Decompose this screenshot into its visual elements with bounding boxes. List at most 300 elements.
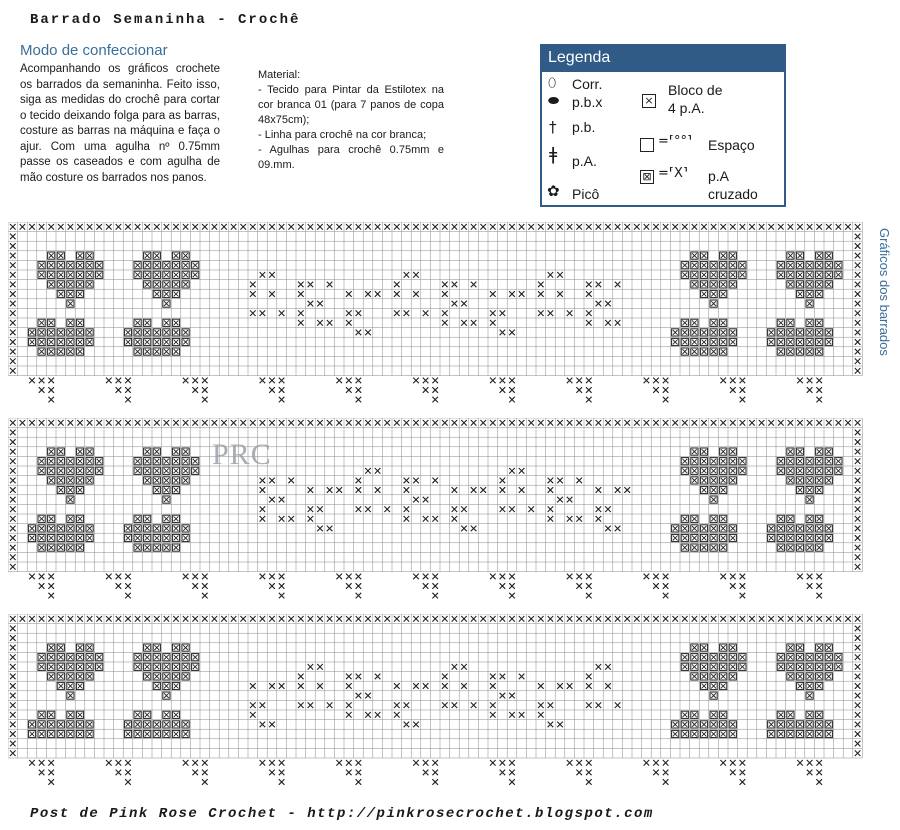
stitch-block [787, 252, 794, 259]
stitch-x [634, 224, 640, 230]
stitch-block [796, 654, 803, 661]
stitch-x [279, 420, 285, 426]
stitch-x [596, 506, 602, 512]
stitch-x [519, 616, 525, 622]
stitch-x [202, 593, 208, 599]
stitch-x [519, 420, 525, 426]
stitch-block [182, 525, 189, 532]
stitch-block [192, 654, 199, 661]
stitch-x [826, 616, 832, 622]
stitch-x [269, 420, 275, 426]
stitch-x [586, 683, 592, 689]
stitch-x [231, 224, 237, 230]
stitch-x [116, 616, 122, 622]
stitch-x [548, 310, 554, 316]
stitch-x [365, 468, 371, 474]
stitch-block [144, 730, 151, 737]
stitch-block [57, 544, 64, 551]
stitch-x [346, 310, 352, 316]
stitch-x [39, 387, 45, 393]
stitch-block [681, 515, 688, 522]
stitch-block [182, 448, 189, 455]
stitch-block [720, 262, 727, 269]
stitch-block [48, 654, 55, 661]
stitch-x [48, 770, 54, 776]
stitch-block [96, 663, 103, 670]
stitch-block [710, 486, 717, 493]
stitch-x [298, 310, 304, 316]
stitch-x [260, 487, 266, 493]
stitch-block [144, 329, 151, 336]
material-line: - Linha para crochê na cor branca; [258, 129, 427, 141]
stitch-x [452, 516, 458, 522]
stitch-x [519, 468, 525, 474]
stitch-block [691, 711, 698, 718]
stitch-x [39, 378, 45, 384]
stitch-block [86, 271, 93, 278]
stitch-x [240, 616, 246, 622]
stitch-x [778, 616, 784, 622]
stitch-x [29, 616, 35, 622]
stitch-x [356, 378, 362, 384]
stitch-x [509, 574, 515, 580]
stitch-x [250, 712, 256, 718]
stitch-x [375, 420, 381, 426]
page-title: Barrado Semaninha - Crochê [30, 12, 301, 28]
stitch-x [298, 320, 304, 326]
stitch-block [163, 515, 170, 522]
stitch-x [432, 779, 438, 785]
stitch-block [144, 262, 151, 269]
stitch-x [317, 301, 323, 307]
stitch-x [567, 616, 573, 622]
stitch-x [20, 224, 26, 230]
stitch-block [777, 654, 784, 661]
stitch-x [855, 468, 861, 474]
stitch-x [250, 282, 256, 288]
stitch-x [576, 478, 582, 484]
stitch-x [490, 616, 496, 622]
stitch-x [740, 760, 746, 766]
stitch-x [404, 310, 410, 316]
stitch-x [490, 674, 496, 680]
stitch-x [855, 358, 861, 364]
stitch-x [39, 760, 45, 766]
stitch-x [548, 516, 554, 522]
stitch-x [260, 506, 266, 512]
stitch-x [106, 420, 112, 426]
stitch-block [38, 730, 45, 737]
stitch-x [615, 702, 621, 708]
stitch-x [202, 616, 208, 622]
stitch-block [172, 486, 179, 493]
stitch-block [153, 663, 160, 670]
stitch-block [57, 682, 64, 689]
stitch-block [144, 534, 151, 541]
stitch-block [806, 496, 813, 503]
stitch-block [796, 329, 803, 336]
stitch-block [76, 262, 83, 269]
stitch-x [855, 368, 861, 374]
stitch-x [87, 420, 93, 426]
stitch-x [624, 616, 630, 622]
stitch-x [423, 583, 429, 589]
stitch-x [116, 420, 122, 426]
stitch-x [452, 301, 458, 307]
stitch-block [153, 654, 160, 661]
stitch-x [240, 420, 246, 426]
stitch-block [787, 644, 794, 651]
stitch-block [153, 682, 160, 689]
stitch-x [68, 420, 74, 426]
stitch-block [48, 477, 55, 484]
stitch-block [710, 290, 717, 297]
stitch-block [720, 348, 727, 355]
stitch-block [86, 467, 93, 474]
stitch-block [163, 673, 170, 680]
stitch-x [423, 420, 429, 426]
stitch-x [356, 420, 362, 426]
stitch-block [67, 477, 74, 484]
stitch-x [509, 378, 515, 384]
stitch-block [825, 525, 832, 532]
stitch-block [739, 271, 746, 278]
stitch-block [28, 730, 35, 737]
stitch-block [76, 544, 83, 551]
stitch-block [48, 448, 55, 455]
stitch-block [38, 654, 45, 661]
stitch-x [519, 224, 525, 230]
stitch-x [720, 420, 726, 426]
stitch-x [548, 722, 554, 728]
stitch-x [730, 387, 736, 393]
stitch-x [183, 378, 189, 384]
stitch-block [796, 477, 803, 484]
stitch-x [567, 378, 573, 384]
stitch-x [576, 378, 582, 384]
stitch-x [48, 397, 54, 403]
stitch-x [730, 378, 736, 384]
stitch-block [710, 467, 717, 474]
stitch-x [346, 683, 352, 689]
stitch-block [796, 544, 803, 551]
stitch-block [134, 262, 141, 269]
stitch-block [835, 271, 842, 278]
stitch-block [76, 338, 83, 345]
stitch-x [586, 702, 592, 708]
stitch-block [67, 654, 74, 661]
stitch-block [153, 644, 160, 651]
stitch-x [816, 779, 822, 785]
stitch-x [855, 272, 861, 278]
stitch-block [700, 281, 707, 288]
stitch-block [777, 458, 784, 465]
stitch-block [835, 262, 842, 269]
stitch-block [67, 663, 74, 670]
stitch-block [787, 534, 794, 541]
stitch-x [663, 779, 669, 785]
stitch-x [855, 693, 861, 699]
stitch-block [681, 271, 688, 278]
stitch-x [279, 616, 285, 622]
stitch-x [586, 574, 592, 580]
stitch-x [816, 387, 822, 393]
stitch-block [57, 467, 64, 474]
stitch-x [394, 683, 400, 689]
stitch-x [250, 291, 256, 297]
stitch-block [796, 673, 803, 680]
stitch-block [86, 644, 93, 651]
stitch-block [38, 711, 45, 718]
stitch-block [777, 663, 784, 670]
stitch-block [182, 477, 189, 484]
stitch-x [730, 616, 736, 622]
stitch-x [144, 420, 150, 426]
stitch-x [279, 516, 285, 522]
stitch-block [787, 329, 794, 336]
stitch-x [279, 593, 285, 599]
stitch-x [308, 224, 314, 230]
stitch-x [816, 616, 822, 622]
stitch-x [442, 420, 448, 426]
space-icon [640, 138, 654, 152]
stitch-block [76, 319, 83, 326]
stitch-block [816, 673, 823, 680]
stitch-x [269, 291, 275, 297]
stitch-block [163, 467, 170, 474]
stitch-x [432, 224, 438, 230]
stitch-x [855, 564, 861, 570]
stitch-block [806, 467, 813, 474]
stitch-x [308, 420, 314, 426]
stitch-x [663, 583, 669, 589]
stitch-block [48, 525, 55, 532]
stitch-x [519, 487, 525, 493]
stitch-block [825, 644, 832, 651]
stitch-block [76, 682, 83, 689]
stitch-x [183, 616, 189, 622]
stitch-block [172, 477, 179, 484]
stitch-block [729, 654, 736, 661]
stitch-x [740, 574, 746, 580]
stitch-block [672, 534, 679, 541]
watermark: PRC [212, 438, 272, 471]
stitch-block [672, 525, 679, 532]
stitch-x [576, 760, 582, 766]
stitch-block [144, 348, 151, 355]
stitch-x [605, 224, 611, 230]
stitch-x [327, 282, 333, 288]
stitch-x [816, 378, 822, 384]
stitch-x [855, 339, 861, 345]
stitch-x [404, 516, 410, 522]
stitch-block [816, 262, 823, 269]
stitch-block [163, 458, 170, 465]
stitch-x [356, 506, 362, 512]
stitch-x [586, 674, 592, 680]
stitch-block [86, 448, 93, 455]
stitch-block [796, 534, 803, 541]
stitch-block [681, 730, 688, 737]
stitch-x [557, 272, 563, 278]
stitch-x [586, 420, 592, 426]
stitch-x [605, 420, 611, 426]
stitch-x [778, 224, 784, 230]
stitch-x [740, 387, 746, 393]
stitch-x [221, 420, 227, 426]
stitch-x [29, 378, 35, 384]
stitch-x [202, 770, 208, 776]
stitch-block [787, 663, 794, 670]
stitch-block [38, 458, 45, 465]
stitch-block [710, 721, 717, 728]
stitch-x [346, 702, 352, 708]
stitch-block [806, 486, 813, 493]
stitch-block [48, 252, 55, 259]
stitch-block [172, 271, 179, 278]
stitch-block [67, 290, 74, 297]
stitch-x [816, 760, 822, 766]
stitch-block [681, 262, 688, 269]
stitch-x [96, 224, 102, 230]
stitch-block [710, 711, 717, 718]
stitch-block [720, 663, 727, 670]
stitch-x [816, 583, 822, 589]
stitch-block [681, 338, 688, 345]
stitch-block [172, 711, 179, 718]
stitch-block [825, 458, 832, 465]
stitch-x [432, 760, 438, 766]
stitch-x [87, 224, 93, 230]
legend-pa: p.A. [572, 153, 597, 169]
stitch-block [67, 319, 74, 326]
stitch-block [76, 329, 83, 336]
stitch-x [404, 616, 410, 622]
stitch-block [796, 525, 803, 532]
stitch-block [710, 515, 717, 522]
stitch-block [710, 730, 717, 737]
stitch-x [490, 760, 496, 766]
stitch-x [471, 487, 477, 493]
stitch-x [384, 506, 390, 512]
stitch-block [172, 329, 179, 336]
stitch-block [787, 467, 794, 474]
stitch-x [404, 420, 410, 426]
stitch-x [375, 674, 381, 680]
stitch-x [58, 224, 64, 230]
stitch-block [691, 477, 698, 484]
stitch-x [653, 616, 659, 622]
stitch-block [96, 654, 103, 661]
stitch-x [624, 487, 630, 493]
stitch-block [825, 448, 832, 455]
stitch-block [825, 534, 832, 541]
stitch-block [163, 477, 170, 484]
stitch-x [816, 397, 822, 403]
stitch-x [48, 760, 54, 766]
stitch-x [740, 378, 746, 384]
stitch-x [10, 301, 16, 307]
stitch-x [509, 712, 515, 718]
stitch-block [172, 515, 179, 522]
stitch-x [682, 420, 688, 426]
stitch-x [164, 616, 170, 622]
stitch-x [10, 635, 16, 641]
stitch-x [548, 272, 554, 278]
stitch-block [777, 544, 784, 551]
stitch-block [739, 262, 746, 269]
stitch-x [404, 272, 410, 278]
stitch-x [432, 387, 438, 393]
stitch-x [356, 616, 362, 622]
stitch-block [86, 329, 93, 336]
stitch-block [67, 534, 74, 541]
stitch-block [672, 730, 679, 737]
stitch-x [759, 420, 765, 426]
stitch-x [500, 478, 506, 484]
stitch-block [124, 329, 131, 336]
stitch-block [153, 534, 160, 541]
stitch-block [172, 338, 179, 345]
stitch-block [729, 730, 736, 737]
stitch-block [153, 477, 160, 484]
stitch-block [134, 271, 141, 278]
stitch-x [768, 224, 774, 230]
stitch-x [125, 420, 131, 426]
stitch-block [124, 534, 131, 541]
stitch-x [855, 224, 861, 230]
stitch-x [807, 583, 813, 589]
stitch-x [596, 224, 602, 230]
stitch-block [710, 338, 717, 345]
stitch-x [260, 722, 266, 728]
stitch-x [548, 487, 554, 493]
stitch-x [596, 516, 602, 522]
stitch-x [586, 387, 592, 393]
stitch-x [250, 224, 256, 230]
stitch-x [548, 702, 554, 708]
stitch-x [260, 574, 266, 580]
stitch-block [153, 252, 160, 259]
stitch-block [76, 271, 83, 278]
stitch-x [586, 224, 592, 230]
stitch-block [86, 534, 93, 541]
stitch-block [700, 290, 707, 297]
stitch-block [816, 477, 823, 484]
stitch-x [548, 224, 554, 230]
stitch-block [172, 348, 179, 355]
stitch-x [260, 516, 266, 522]
stitch-block [691, 458, 698, 465]
stitch-block [777, 711, 784, 718]
stitch-x [615, 487, 621, 493]
stitch-x [346, 378, 352, 384]
stitch-x [29, 224, 35, 230]
stitch-block [163, 300, 170, 307]
stitch-x [586, 310, 592, 316]
stitch-x [423, 497, 429, 503]
stitch-x [740, 397, 746, 403]
stitch-x [452, 224, 458, 230]
material-block [258, 68, 444, 173]
stitch-x [490, 683, 496, 689]
stitch-block [153, 290, 160, 297]
stitch-x [471, 320, 477, 326]
stitch-block [57, 721, 64, 728]
stitch-x [615, 282, 621, 288]
stitch-block [163, 654, 170, 661]
stitch-x [701, 616, 707, 622]
